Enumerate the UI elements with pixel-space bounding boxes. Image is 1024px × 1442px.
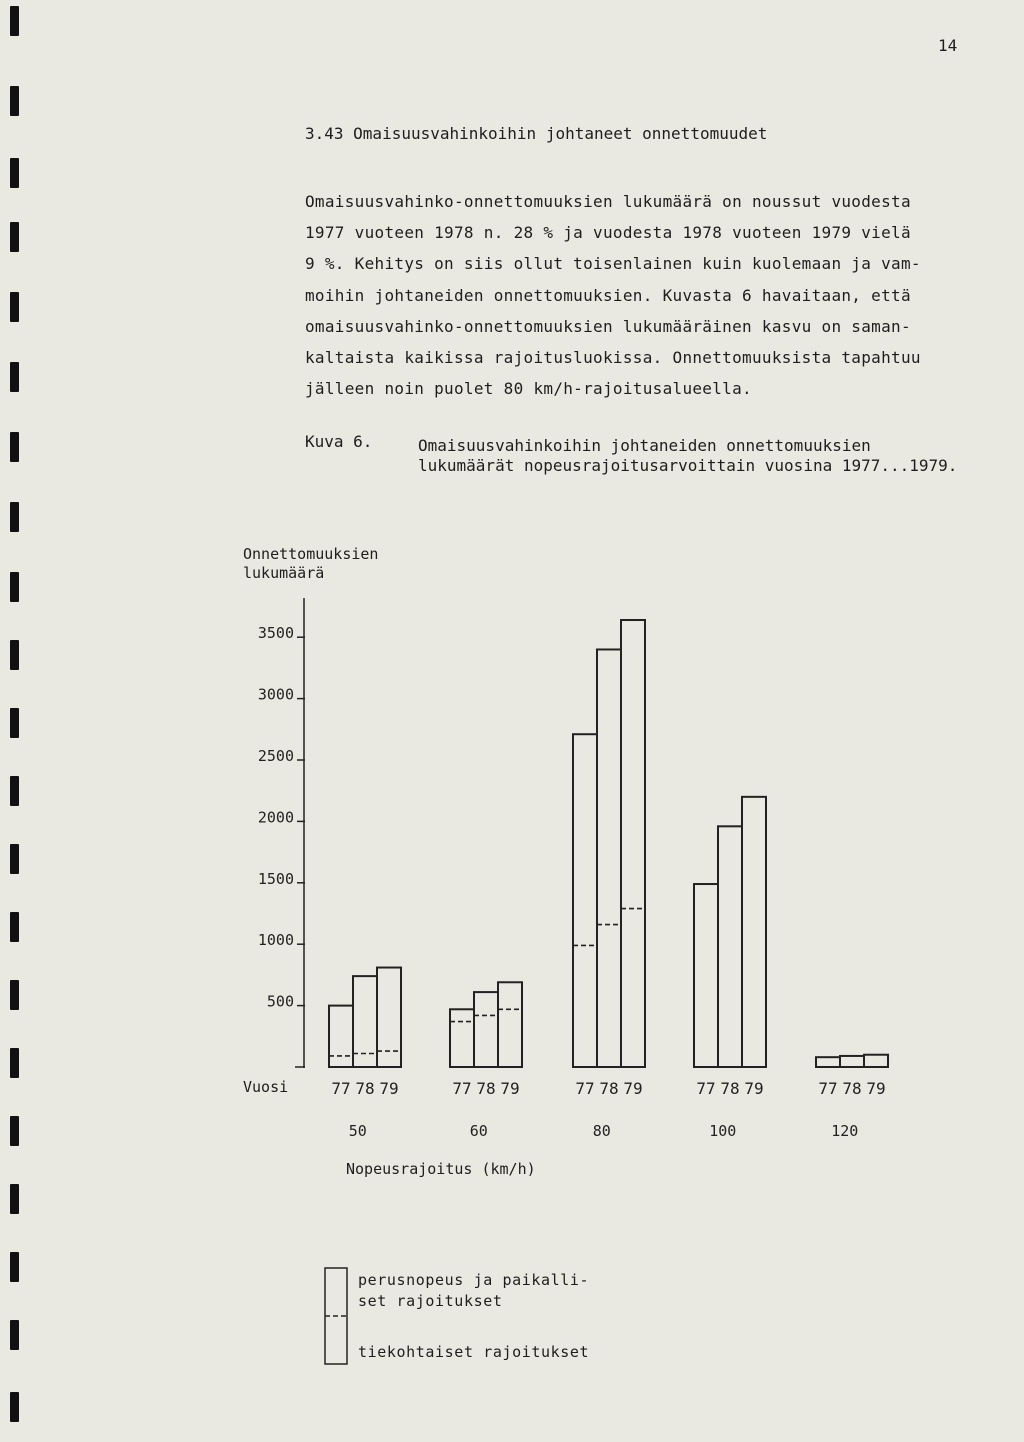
legend-line: set rajoitukset (358, 1292, 503, 1310)
bar-80-78 (597, 649, 621, 1067)
year-label: 77 (331, 1079, 351, 1098)
section-heading: 3.43 Omaisuusvahinkoihin johtaneet onnettomuudet (305, 124, 768, 143)
year-label: 78 (720, 1079, 740, 1098)
bar-50-79 (377, 968, 401, 1067)
x-labels (331, 1079, 885, 1140)
y-tick-label: 2000 (257, 808, 294, 827)
year-label: 79 (500, 1079, 520, 1098)
bar-80-79 (621, 620, 645, 1067)
speed-limit-label: 100 (709, 1122, 737, 1140)
paragraph-line: Omaisuusvahinko-onnettomuuksien lukumäärä on noussut vuodesta (305, 192, 911, 211)
paragraph-line: moihin johtaneiden onnettomuuksien. Kuvasta 6 havaitaan, että (305, 285, 911, 305)
bar-100-77 (694, 884, 718, 1067)
year-label: 78 (476, 1079, 496, 1098)
speed-limit-label: 80 (592, 1122, 611, 1140)
year-label: 77 (452, 1079, 472, 1098)
year-label: 78 (599, 1079, 619, 1098)
bars (329, 620, 888, 1067)
bar-120-78 (840, 1056, 864, 1067)
year-label: 79 (866, 1079, 886, 1098)
year-label: 77 (818, 1079, 838, 1098)
bar-50-77 (329, 1006, 353, 1067)
bar-120-77 (816, 1057, 840, 1067)
paragraph-line: kaltaista kaikissa rajoitusluokissa. Onnettomuuksista tapahtuu (305, 348, 921, 368)
legend-entry-tiekohtaiset (358, 1342, 589, 1363)
y-ticks (258, 624, 305, 1067)
speed-limit-label: 120 (831, 1122, 859, 1140)
year-label: 77 (696, 1079, 716, 1098)
year-label: 79 (623, 1079, 643, 1098)
legend (325, 1268, 347, 1364)
paragraph-line: jälleen noin puolet 80 km/h-rajoitusalueella. (305, 379, 752, 399)
legend-line: tiekohtaiset rajoitukset (358, 1343, 590, 1361)
caption-line: Omaisuusvahinkoihin johtaneiden onnettomuuksien (418, 436, 871, 455)
y-tick-label: 1000 (257, 931, 294, 950)
bar-60-77 (450, 1009, 474, 1067)
year-label: 78 (842, 1079, 862, 1098)
y-tick-label: 1500 (257, 869, 294, 888)
y-axis-title-line: lukumäärä (243, 564, 325, 582)
paragraph-line: omaisuusvahinko-onnettomuuksien lukumääräinen kasvu on saman- (305, 316, 911, 336)
year-label: 79 (379, 1079, 399, 1098)
y-tick-label: 2500 (257, 747, 294, 765)
y-tick-label: 500 (266, 992, 294, 1011)
x-row-label: Vuosi (243, 1078, 289, 1096)
paragraph-line: 1977 vuoteen 1978 n. 28 % ja vuodesta 1978 vuoteen 1979 vielä (305, 223, 911, 243)
bar-120-79 (864, 1055, 888, 1067)
legend-line: perusnopeus ja paikalli- (358, 1271, 590, 1289)
bar-60-78 (474, 992, 498, 1067)
figure-caption-label: Kuva 6. (305, 432, 373, 451)
speed-limit-label: 50 (348, 1122, 367, 1140)
caption-line: lukumäärät nopeusrajoitusarvoittain vuosina 1977...1979. (418, 456, 958, 475)
bar-80-77 (573, 734, 597, 1067)
bar-100-79 (742, 797, 766, 1067)
paragraph-line: 9 %. Kehitys on siis ollut toisenlainen kuin kuolemaan ja vam- (305, 254, 921, 274)
year-label: 77 (575, 1079, 595, 1098)
speed-limit-label: 60 (469, 1122, 488, 1140)
y-axis-title-line: Onnettomuuksien (243, 545, 379, 563)
page-number: 14 (938, 36, 958, 55)
year-label: 78 (355, 1079, 375, 1098)
bar-60-79 (498, 982, 522, 1067)
legend-entry-perusnopeus (358, 1270, 589, 1312)
x-axis-title: Nopeusrajoitus (km/h) (346, 1160, 536, 1178)
y-tick-label: 3500 (257, 624, 294, 643)
year-label: 79 (744, 1079, 764, 1098)
y-tick-label: 3000 (257, 685, 294, 704)
bar-100-78 (718, 826, 742, 1067)
